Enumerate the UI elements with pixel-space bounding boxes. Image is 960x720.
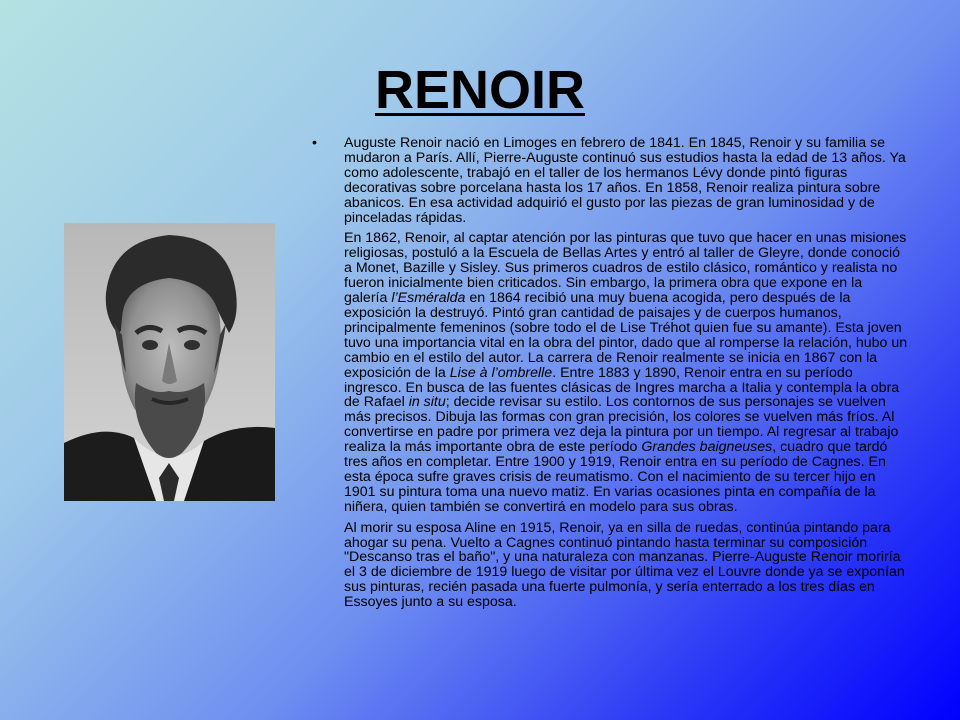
italic-work-title: Grandes baigneuses bbox=[641, 439, 773, 456]
paragraph-text: En 1862, Renoir, al captar atención por las pinturas que tuvo que hacer en unas misiones religiosas, postuló a la Escuela de Bellas Artes y entró al taller de Gleyre, donde conoció a Monet, Bazille y Sisley. Sus primeros cuadros de estilo clásico, romántico y realista no fueron inicialmente bien criticados. Sin embargo, la primera obra que expone en la galería bbox=[344, 230, 907, 307]
slide-title bbox=[0, 58, 960, 122]
slide-title-text: RENOIR bbox=[374, 60, 585, 120]
biography-paragraph bbox=[312, 231, 908, 514]
paragraph-text: . Entre 1883 y 1890, Renoir entra en su período ingresco. En busca de las fuentes clásicas de Ingres marcha a Italia y contempla la obra de Rafael bbox=[344, 364, 900, 411]
bullet-marker: • bbox=[312, 135, 317, 151]
biography-paragraph bbox=[312, 521, 908, 610]
paragraph-text: Auguste Renoir nació en Limoges en febrero de 1841. En 1845, Renoir y su familia se mudaron a París. Allí, Pierre-Auguste continuó sus estudios hasta la edad de 13 años. Ya como adolescente, trabajó en el taller de los hermanos Lévy donde pintó figuras decorativas sobre porcelana hasta los 17 años. En 1858, Renoir realiza pintura sobre abanicos. En esa actividad adquirió el gusto por las piezas de gran luminosidad y de pinceladas rápidas. bbox=[344, 135, 906, 226]
italic-work-title: in situ bbox=[408, 394, 446, 411]
paragraph-text: ; decide revisar su estilo. Los contornos de sus personajes se vuelven más precisos. Dibuja las formas con gran precisión, los colores se vuelven más fríos. Al convertirse en padre por primera vez deja la pintura por un tiempo. Al regresar al trabajo realiza la más importante obra de este período bbox=[344, 394, 899, 456]
biography-text bbox=[312, 136, 908, 616]
italic-work-title: l’Esméralda bbox=[391, 290, 466, 307]
paragraph-text: , cuadro que tardó tres años en completar. Entre 1900 y 1919, Renoir entra en su período de Cagnes. En esta época sufre graves crisis de reumatismo. Con el nacimiento de su tercer hijo en 1901 su pintura toma una nuevo matiz. En varias ocasiones pinta en compañía de la niñera, quien también se convertirá en modelo para sus obras. bbox=[344, 439, 888, 515]
renoir-portrait bbox=[64, 223, 275, 501]
biography-paragraph bbox=[312, 136, 908, 225]
italic-work-title: Lise à l’ombrelle bbox=[449, 364, 553, 381]
paragraph-text: en 1864 recibió una muy buena acogida, pero después de la exposición la destruyó. Pintó gran cantidad de paisajes y de cuerpos humanos, principalmente femeninos (sobre todo el de Lise Tréhot quien fue su amante). Esta joven tuvo una importancia vital en la obra del pintor, dado que al romperse la relación, hubo un cambio en el estilo del autor. La carrera de Renoir realmente se inicia en 1867 con la exposición de la bbox=[344, 290, 908, 381]
paragraph-text: Al morir su esposa Aline en 1915, Renoir, ya en silla de ruedas, continúa pintando para ahogar su pena. Vuelto a Cagnes continuó pintando hasta terminar su composición "Descanso tras el baño", y una naturaleza con manzanas. Pierre-Auguste Renoir moriría el 3 de diciembre de 1919 luego de visitar por última vez el Louvre donde ya se exponían sus pinturas, recién pasada una fuerte pulmonía, y sería enterrado a los tres días en Essoyes junto a su esposa. bbox=[344, 519, 905, 611]
portrait-image bbox=[64, 223, 275, 501]
